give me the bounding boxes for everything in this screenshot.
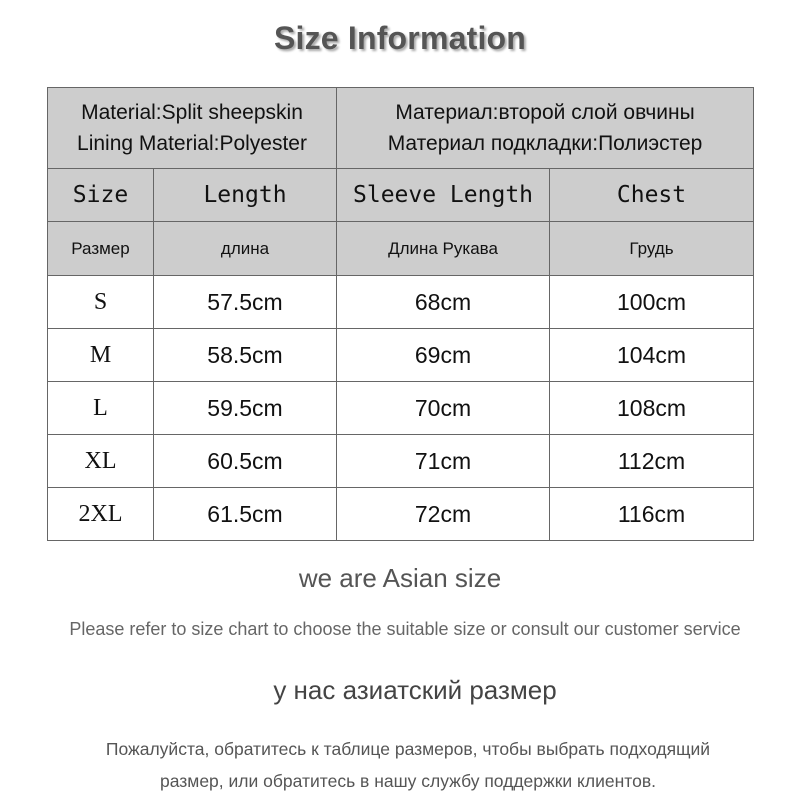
asian-size-heading-en: we are Asian size xyxy=(298,563,502,593)
header-row xyxy=(48,169,754,222)
size-cell: 2XL xyxy=(48,488,154,541)
size-cell: S xyxy=(48,276,154,329)
length-cell: 59.5cm xyxy=(154,382,337,435)
table-row xyxy=(48,329,754,382)
length-cell: 61.5cm xyxy=(154,488,337,541)
chest-cell: 116cm xyxy=(550,488,754,541)
subheader-length: длина xyxy=(154,222,337,276)
lining-en-line: Lining Material:Polyester xyxy=(77,132,307,155)
material-row xyxy=(48,88,754,169)
chest-cell: 100cm xyxy=(550,276,754,329)
size-note-ru xyxy=(0,733,800,797)
header-chest: Chest xyxy=(550,169,754,222)
sleeve-cell: 71cm xyxy=(337,435,550,488)
header-sleeve-length: Sleeve Length xyxy=(337,169,550,222)
table-row xyxy=(48,435,754,488)
material-en-line: Material:Split sheepskin xyxy=(81,101,303,124)
table-row xyxy=(48,488,754,541)
chest-cell: 104cm xyxy=(550,329,754,382)
size-cell: L xyxy=(48,382,154,435)
sleeve-cell: 72cm xyxy=(337,488,550,541)
subheader-row xyxy=(48,222,754,276)
length-cell: 58.5cm xyxy=(154,329,337,382)
lining-ru-line: Материал подкладки:Полиэстер xyxy=(387,132,703,155)
sleeve-cell: 70cm xyxy=(337,382,550,435)
asian-size-heading-ru: у нас азиатский размер xyxy=(273,675,557,705)
length-cell: 60.5cm xyxy=(154,435,337,488)
size-cell: XL xyxy=(48,435,154,488)
material-en-cell xyxy=(48,88,337,169)
subheader-chest: Грудь xyxy=(550,222,754,276)
size-note-ru-line2: размер, или обратитесь в нашу службу поддержки клиентов. xyxy=(160,771,656,791)
chest-cell: 108cm xyxy=(550,382,754,435)
table-row xyxy=(48,276,754,329)
length-cell: 57.5cm xyxy=(154,276,337,329)
subheader-size: Размер xyxy=(48,222,154,276)
size-table xyxy=(47,87,754,541)
subheader-sleeve-length: Длина Рукава xyxy=(337,222,550,276)
material-ru-cell xyxy=(337,88,754,169)
header-size: Size xyxy=(48,169,154,222)
header-length: Length xyxy=(154,169,337,222)
sleeve-cell: 69cm xyxy=(337,329,550,382)
table-row xyxy=(48,382,754,435)
material-ru-line: Материал:второй слой овчины xyxy=(395,101,695,124)
size-cell: M xyxy=(48,329,154,382)
sleeve-cell: 68cm xyxy=(337,276,550,329)
size-note-en: Please refer to size chart to choose the suitable size or consult our customer service xyxy=(69,619,741,639)
chest-cell: 112cm xyxy=(550,435,754,488)
page-title: Size Information xyxy=(273,20,527,56)
size-note-ru-line1: Пожалуйста, обратитесь к таблице размеров, чтобы выбрать подходящий xyxy=(105,739,711,759)
